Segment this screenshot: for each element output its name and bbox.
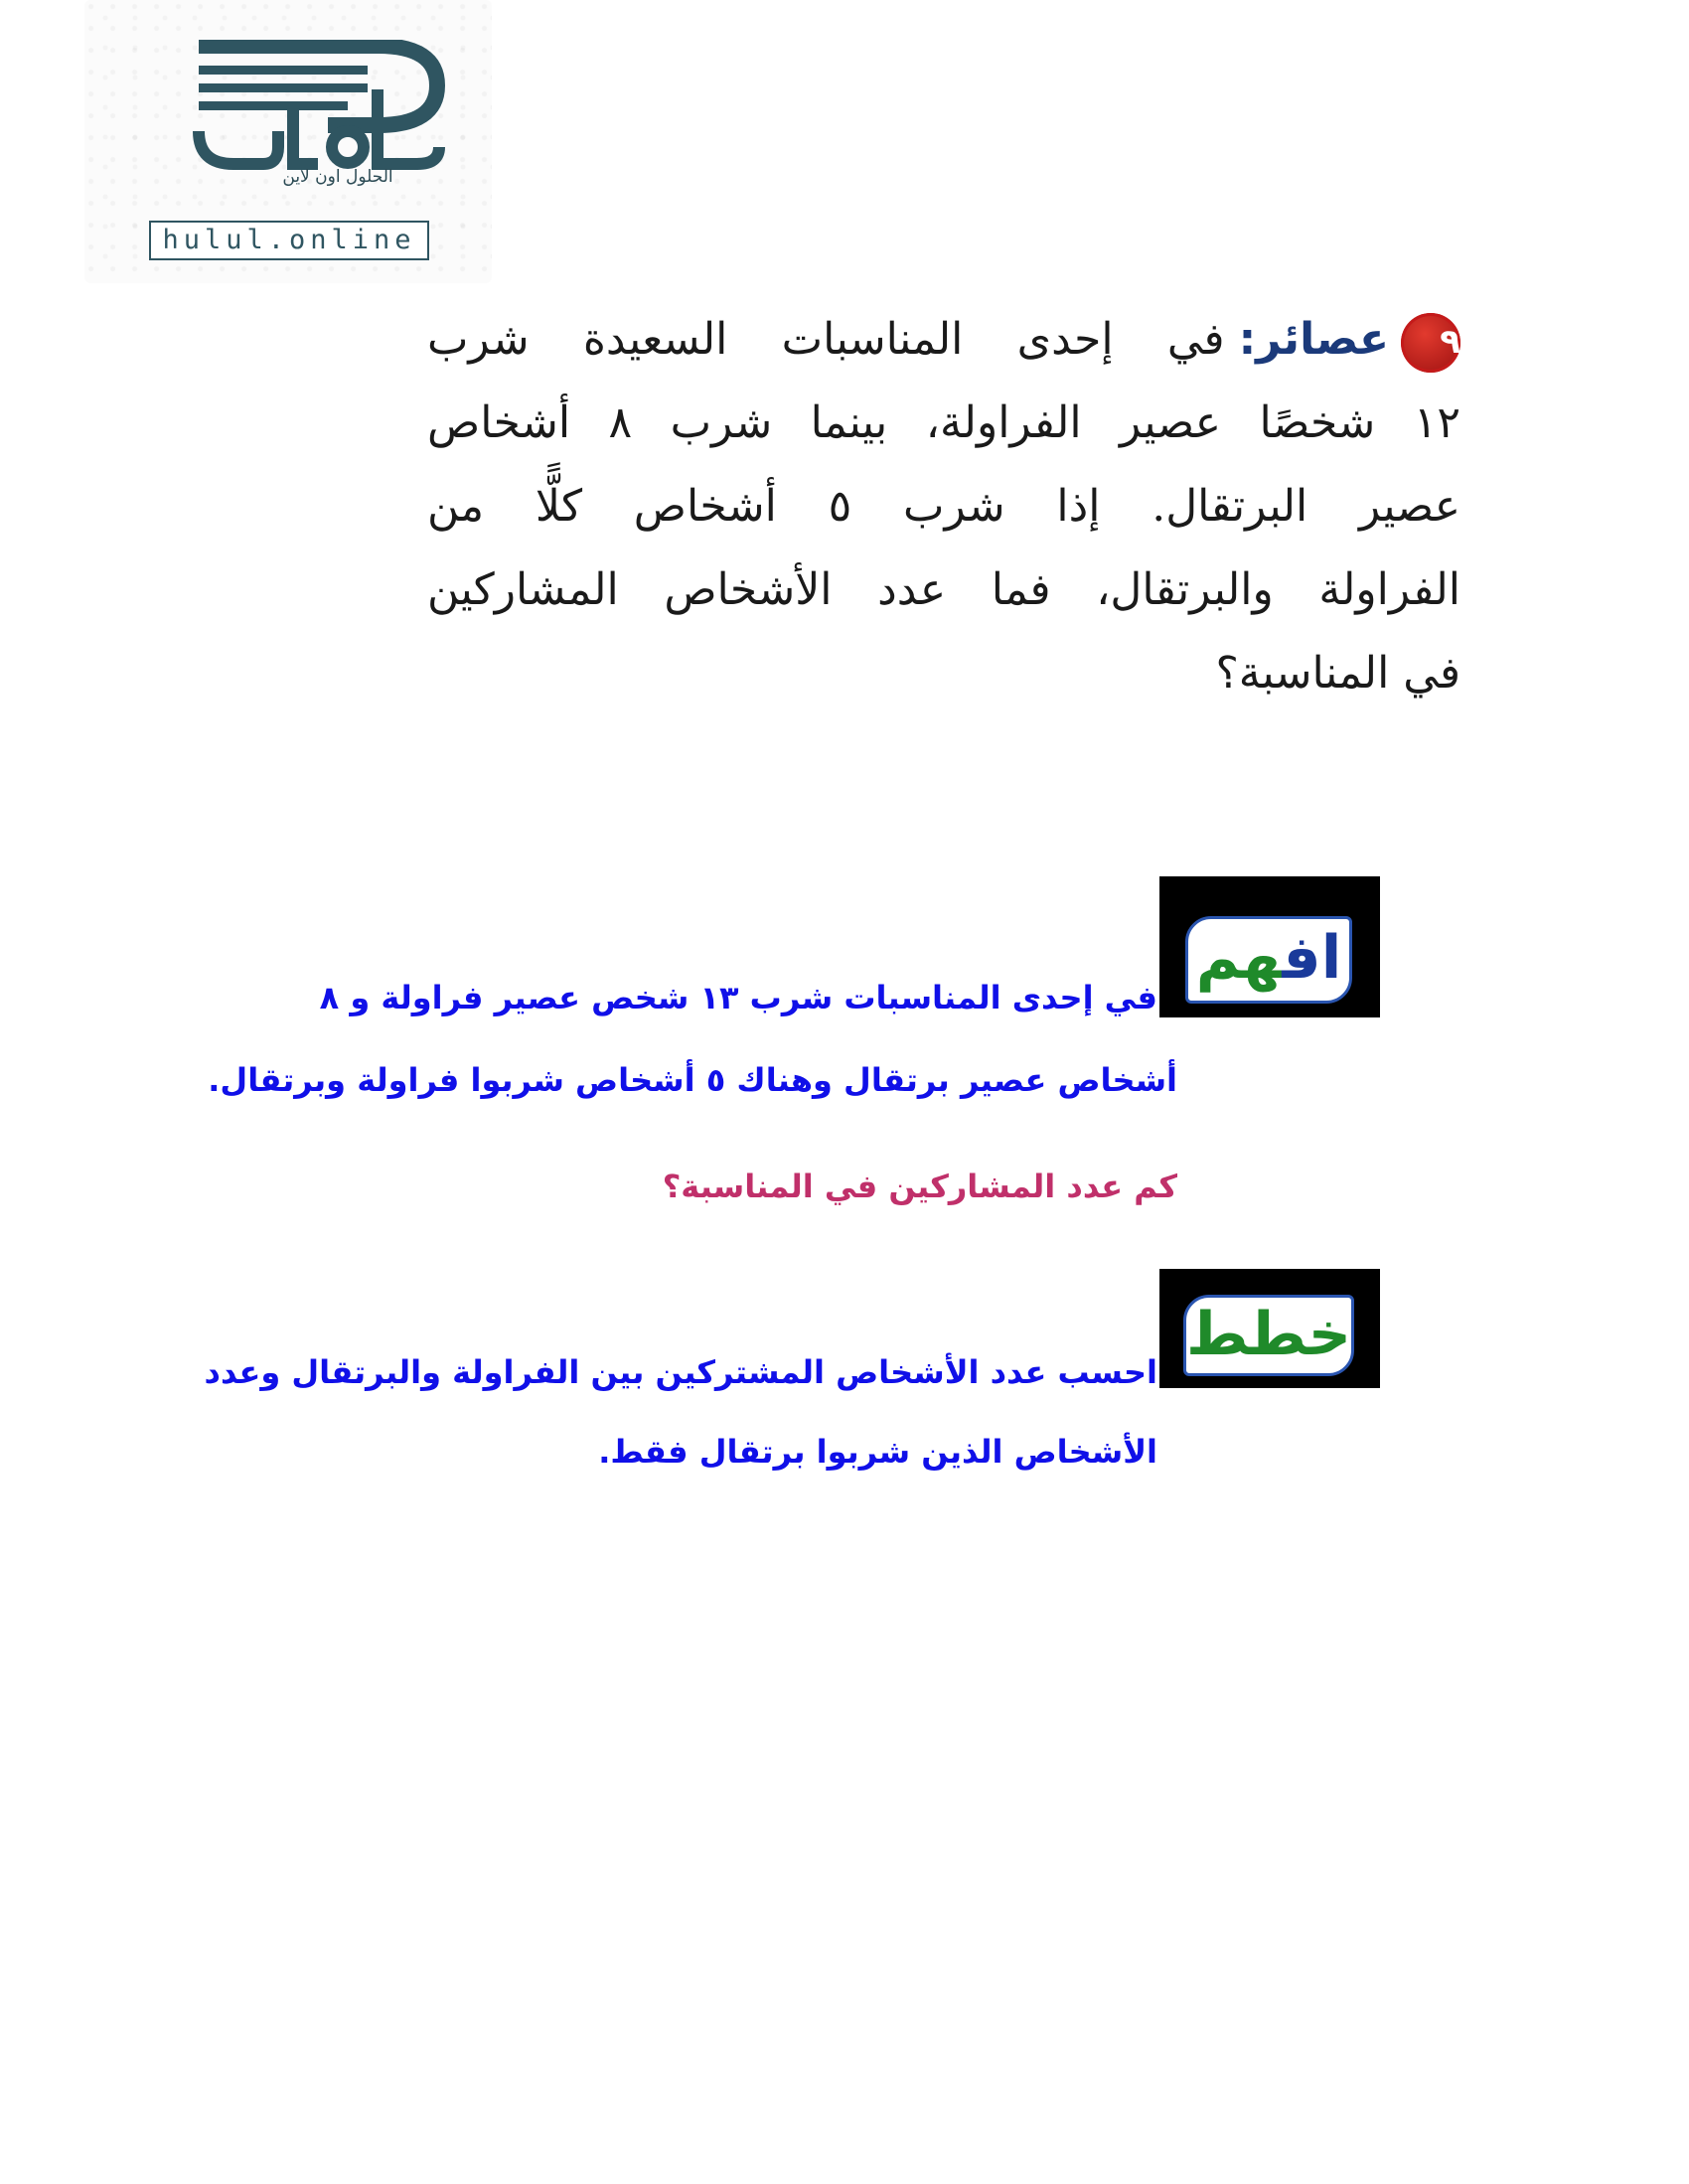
understand-badge-label (1185, 916, 1352, 1004)
logo-mark-icon (179, 40, 497, 179)
understand-badge (1159, 876, 1380, 1017)
understand-text-line-2: أشخاص عصير برتقال وهناك ٥ أشخاص شربوا فراولة وبرتقال. (208, 1061, 1177, 1099)
exercise-text-line-1: في إحدى المناسبات السعيدة شرب (427, 314, 1225, 365)
exercise-line-5: في المناسبة؟ (1215, 648, 1460, 699)
plan-badge-label: خطط (1183, 1295, 1354, 1376)
understand-question: كم عدد المشاركين في المناسبة؟ (662, 1168, 1177, 1205)
logo-tagline: الحلول اون لاين (282, 167, 393, 187)
exercise-line-2: ١٢ شخصًا عصير الفراولة، بينما شرب ٨ أشخاص (427, 397, 1460, 448)
exercise-number-badge: ٩ (1401, 313, 1460, 373)
hulul-logo (84, 0, 492, 288)
exercise-line-1 (427, 298, 1460, 382)
plan-text-line-1: احسب عدد الأشخاص المشتركين بين الفراولة والبرتقال وعدد (204, 1353, 1157, 1391)
understand-text-line-1: في إحدى المناسبات شرب ١٣ شخص عصير فراولة و ٨ (319, 979, 1157, 1016)
plan-badge (1159, 1269, 1380, 1388)
understand-badge-part2: هم (1195, 923, 1283, 993)
exercise-line-4: الفراولة والبرتقال، فما عدد الأشخاص المشاركين (427, 564, 1460, 615)
understand-badge-part1: اف (1282, 923, 1342, 993)
exercise-9 (427, 298, 1460, 715)
exercise-keyword: عصائر: (1238, 314, 1389, 365)
exercise-line-3: عصير البرتقال. إذا شرب ٥ أشخاص كلًّا من (427, 481, 1460, 532)
plan-text-line-2: الأشخاص الذين شربوا برتقال فقط. (598, 1433, 1157, 1471)
logo-url-box (149, 221, 429, 260)
logo-url: hulul.online (162, 225, 416, 255)
